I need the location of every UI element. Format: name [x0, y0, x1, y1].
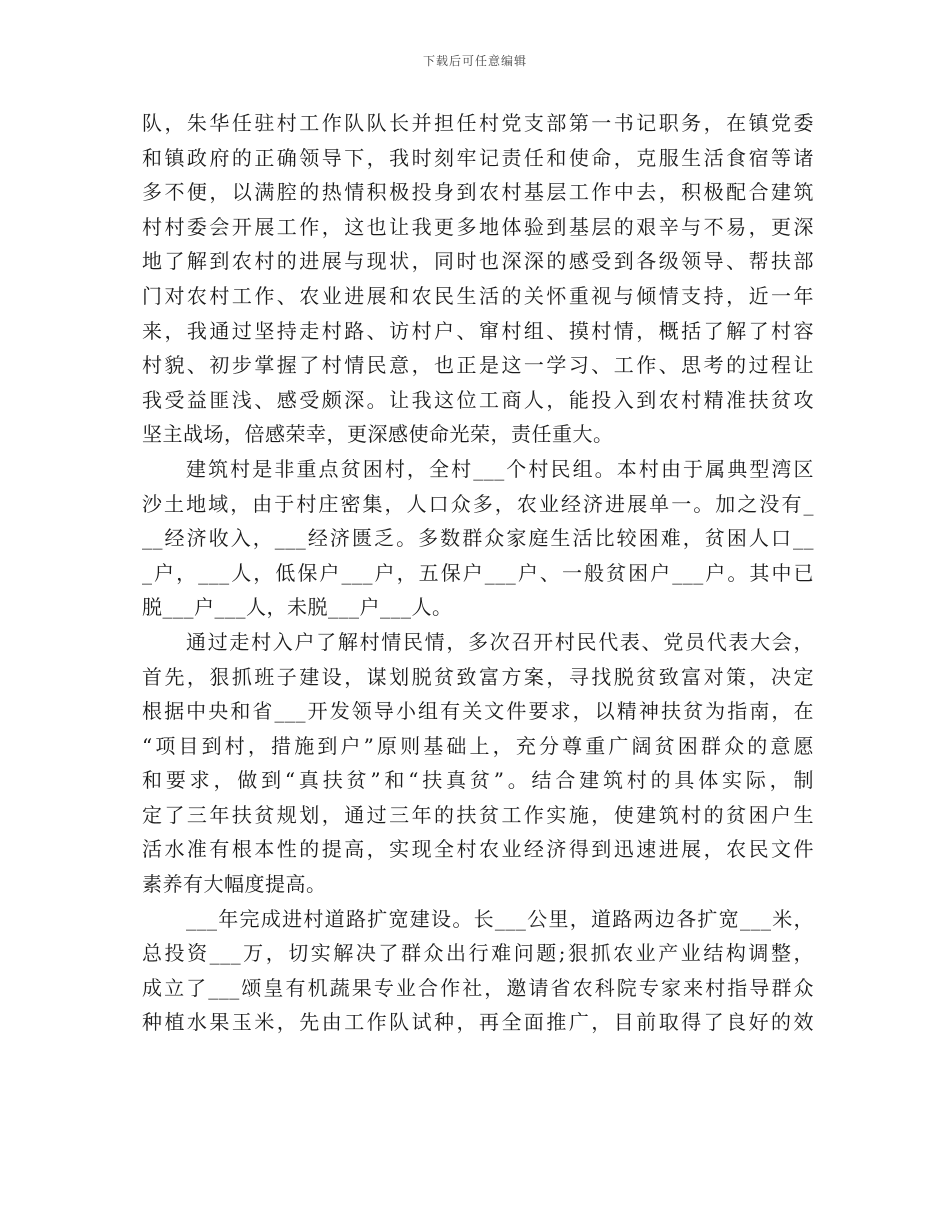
text-line: 定了三年扶贫规划，通过三年的扶贫工作实施，使建筑村的贫困户生: [142, 802, 814, 827]
text-line: 多不便，以满腔的热情积极投身到农村基层工作中去，积极配合建筑: [142, 180, 814, 205]
paragraph-4: [142, 902, 814, 1040]
text-line: 村村委会开展工作，这也让我更多地体验到基层的艰辛与不易，更深: [142, 214, 814, 239]
text-line: 成立了___颂皇有机蔬果专业合作社，邀请省农科院专家来村指导群众: [142, 975, 814, 1000]
text-line: 首先，狠抓班子建设，谋划脱贫致富方案，寻找脱贫致富对策，决定: [142, 664, 814, 689]
text-line: 和镇政府的正确领导下，我时刻牢记责任和使命，克服生活食宿等诸: [142, 145, 814, 170]
text-line: 和要求，做到“真扶贫”和“扶真贫”。结合建筑村的具体实际，制: [142, 768, 814, 793]
text-line: 活水准有根本性的提高，实现全村农业经济得到迅速进展，农民文件: [142, 837, 814, 862]
text-line: “项目到村，措施到户”原则基础上，充分尊重广阔贫困群众的意愿: [142, 733, 814, 758]
paragraph-1: [142, 106, 814, 452]
text-line: 来，我通过坚持走村路、访村户、窜村组、摸村情，概括了解了村容: [142, 318, 814, 343]
text-line: 村貌、初步掌握了村情民意，也正是这一学习、工作、思考的过程让: [142, 353, 814, 378]
text-line: 队，朱华任驻村工作队队长并担任村党支部第一书记职务，在镇党委: [142, 111, 814, 135]
text-line: 我受益匪浅、感受颇深。让我这位工商人，能投入到农村精准扶贫攻: [142, 387, 814, 412]
page-header: 下载后可任意编辑: [422, 54, 527, 68]
text-line: 坚主战场，倍感荣幸，更深感使命光荣，责任重大。: [142, 422, 614, 447]
text-line: ___年完成进村道路扩宽建设。长___公里，道路两边各扩宽___米，: [186, 906, 814, 931]
text-line: 素养有大幅度提高。: [142, 872, 327, 897]
paragraph-2: [142, 452, 814, 625]
text-line: 脱___户___人，未脱___户___人。: [142, 595, 453, 620]
text-line: __经济收入，___经济匮乏。多数群众家庭生活比较困难，贫困人口__: [142, 526, 814, 551]
text-line: 地了解到农村的进展与现状，同时也深深的感受到各级领导、帮扶部: [142, 249, 814, 274]
text-line: 通过走村入户了解村情民情，多次召开村民代表、党员代表大会，: [186, 629, 814, 654]
paragraph-3: [142, 625, 814, 902]
text-line: 建筑村是非重点贫困村，全村___个村民组。本村由于属典型湾区: [186, 456, 814, 481]
text-line: 总投资___万，切实解决了群众出行难问题;狠抓农业产业结构调整，: [142, 941, 814, 966]
text-line: 种植水果玉米，先由工作队试种，再全面推广，目前取得了良好的效: [142, 1010, 814, 1035]
text-line: 根据中央和省___开发领导小组有关文件要求，以精神扶贫为指南，在: [142, 699, 814, 724]
document-body: [142, 106, 814, 1040]
text-line: 沙土地域，由于村庄密集，人口众多，农业经济进展单一。加之没有_: [142, 491, 814, 516]
text-line: 门对农村工作、农业进展和农民生活的关怀重视与倾情支持，近一年: [142, 283, 814, 308]
text-line: _户，___人，低保户___户，五保户___户、一般贫困户___户。其中已: [142, 560, 814, 585]
